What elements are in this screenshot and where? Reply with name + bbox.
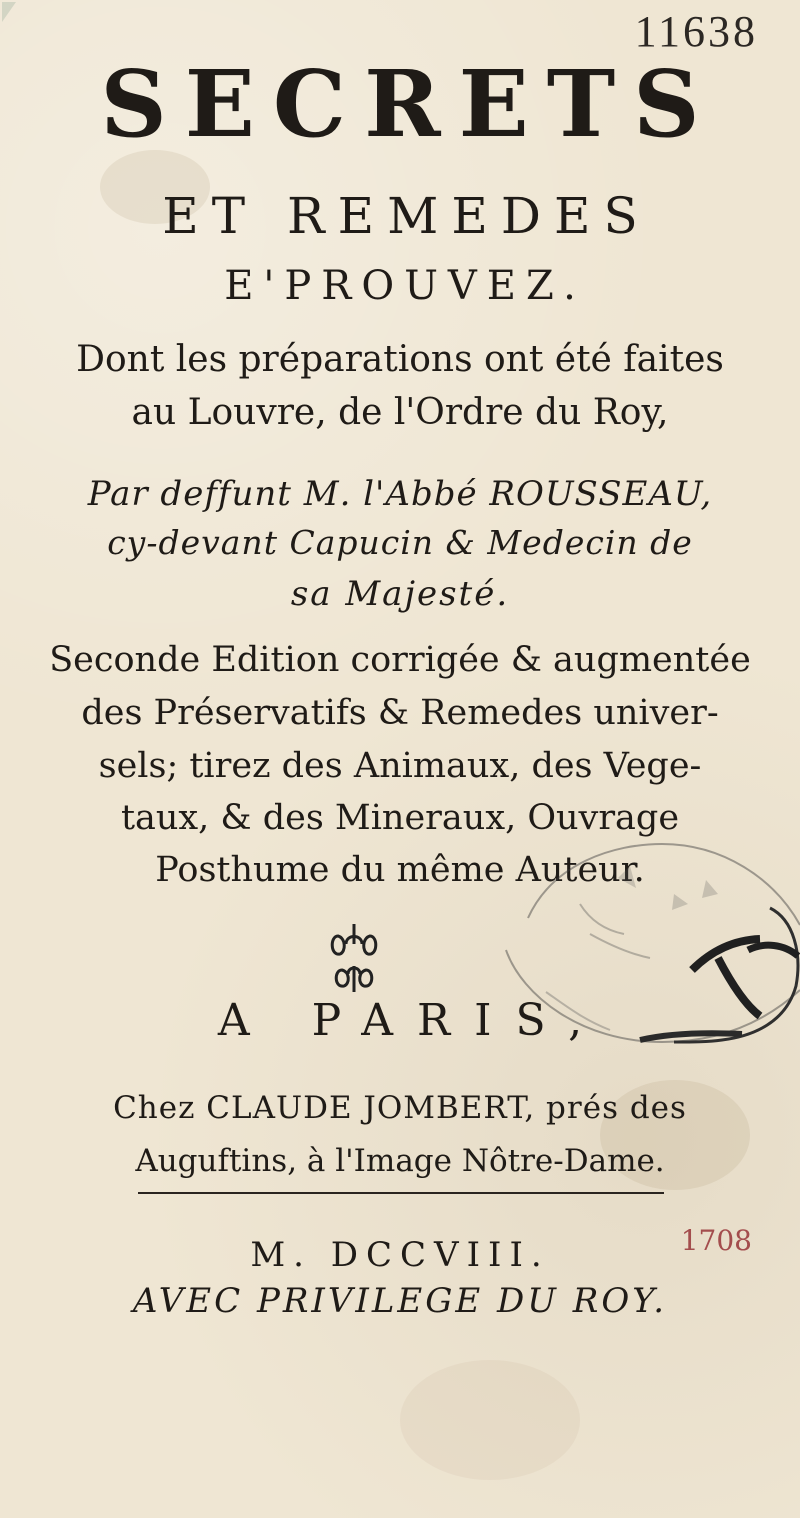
imprint-rule — [138, 1192, 664, 1194]
privilege-line: AVEC PRIVILEGE DU ROY. — [132, 1281, 668, 1321]
edition-line-3: sels; tirez des Animaux, des Vege- — [98, 746, 702, 786]
publisher-line-1: Chez CLAUDE JOMBERT, prés des — [113, 1090, 687, 1126]
edition-line-1: Seconde Edition corrigée & augmentée — [49, 640, 751, 680]
edition-line-4: taux, & des Mineraux, Ouvrage — [120, 798, 680, 838]
subtitle: ET REMEDES — [162, 187, 651, 245]
imprint-place: A PARIS, — [217, 995, 607, 1046]
publication-date: M. DCCVIII. — [250, 1235, 550, 1275]
publisher-line-2: Auguftins, à l'Image Nôtre-Dame. — [135, 1143, 665, 1179]
paper-foxing — [400, 1360, 580, 1480]
subtitle-2: E'PROUVEZ. — [224, 263, 586, 309]
flourish-ornament-icon — [328, 916, 380, 994]
edition-line-5: Posthume du même Auteur. — [155, 850, 645, 890]
handwritten-year: 1708 — [680, 1224, 752, 1257]
description-line-1: Dont les préparations ont été faites — [76, 339, 724, 380]
corner-mark-icon — [0, 0, 46, 46]
edition-line-2: des Préservatifs & Remedes univer- — [81, 693, 719, 733]
author-line-1: Par deffunt M. l'Abbé ROUSSEAU, — [87, 474, 713, 514]
shelfmark: 11638 — [634, 7, 758, 56]
description-line-2: au Louvre, de l'Ordre du Roy, — [131, 392, 669, 433]
author-line-2: cy-devant Capucin & Medecin de — [107, 523, 693, 562]
main-title: SECRETS — [100, 50, 718, 158]
author-line-3: sa Majesté. — [290, 574, 510, 614]
